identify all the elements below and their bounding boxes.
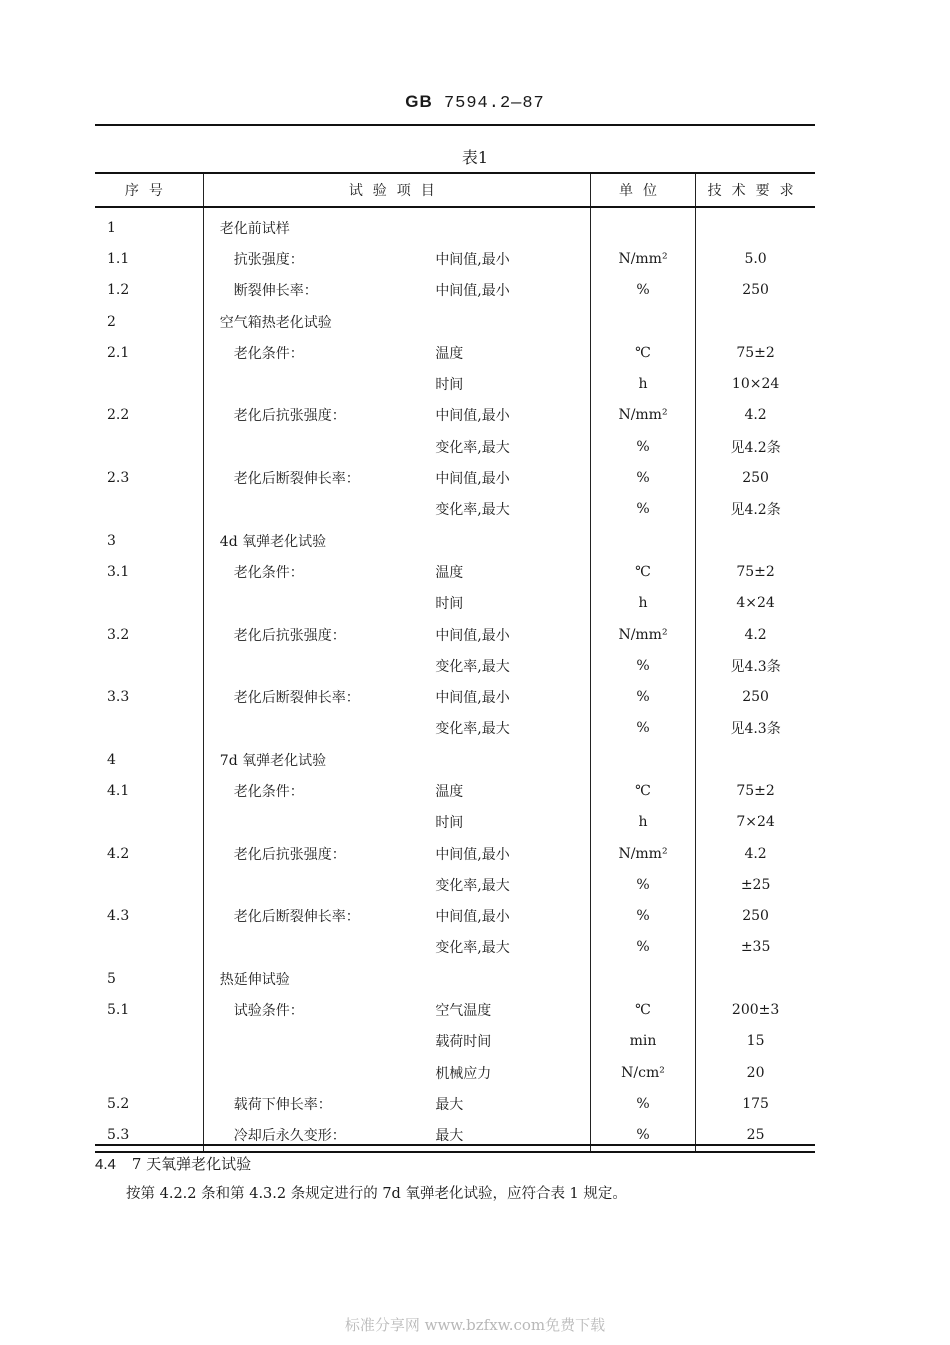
cell-seq: 2.3 (95, 462, 203, 493)
cell-requirement: 250 (742, 470, 769, 487)
table-row (95, 588, 815, 619)
cell-requirement: 见4.2条 (730, 502, 781, 519)
cell-unit: % (590, 462, 695, 493)
cell-unit: N/mm² (590, 400, 695, 431)
cell-seq: 4.2 (95, 838, 203, 869)
cell-condition: 中间值,最小 (419, 838, 590, 869)
cell-seq: 2.1 (95, 337, 203, 368)
cell-unit: min (590, 1026, 695, 1057)
cell-unit (590, 963, 695, 994)
cell-unit: h (590, 588, 695, 619)
table-row (95, 494, 815, 525)
cell-item: 空气箱热老化试验 (219, 314, 332, 331)
cell-requirement: 250 (742, 282, 769, 299)
cell-item (203, 713, 419, 744)
cell-unit: % (590, 869, 695, 900)
cell-requirement: 75±2 (736, 563, 775, 580)
spec-table (95, 172, 815, 1153)
cell-seq (95, 588, 203, 619)
cell-item: 老化条件： (233, 783, 304, 800)
cell-unit: % (590, 1088, 695, 1119)
table-row (95, 869, 815, 900)
cell-item (203, 869, 419, 900)
cell-requirement (696, 306, 815, 337)
cell-seq: 1.2 (95, 275, 203, 306)
cell-condition: 变化率,最大 (419, 494, 590, 525)
cell-seq (95, 368, 203, 399)
cell-seq (95, 494, 203, 525)
cell-seq: 3 (95, 525, 203, 556)
table-row (95, 650, 815, 681)
table-row (95, 207, 815, 243)
cell-seq (95, 431, 203, 462)
cell-unit: ℃ (590, 994, 695, 1025)
cell-seq (95, 932, 203, 963)
cell-condition: 变化率,最大 (419, 431, 590, 462)
cell-item: 热延伸试验 (219, 971, 290, 988)
table-row (95, 1026, 815, 1057)
table-row (95, 462, 815, 493)
cell-condition: 中间值,最小 (419, 901, 590, 932)
cell-requirement: 见4.3条 (730, 658, 781, 675)
cell-requirement (696, 744, 815, 775)
cell-requirement: ±35 (740, 939, 771, 956)
cell-seq: 5 (95, 963, 203, 994)
cell-unit: N/mm² (590, 838, 695, 869)
cell-requirement: 5.0 (744, 250, 767, 267)
table-bottom-rule (95, 1144, 815, 1146)
cell-unit: N/cm² (590, 1057, 695, 1088)
table-body (95, 207, 815, 1152)
table-row (95, 775, 815, 806)
cell-unit: % (590, 431, 695, 462)
cell-item: 载荷下伸长率： (233, 1096, 332, 1113)
cell-condition: 中间值,最小 (419, 243, 590, 274)
cell-item: 老化后断裂伸长率： (233, 909, 360, 926)
cell-requirement: 250 (742, 908, 769, 925)
cell-seq: 4.3 (95, 901, 203, 932)
table-row (95, 713, 815, 744)
cell-unit: % (590, 494, 695, 525)
cell-item: 老化后断裂伸长率： (233, 690, 360, 707)
table-row (95, 744, 815, 775)
cell-requirement: ±25 (740, 876, 771, 893)
table-row (95, 619, 815, 650)
table-row (95, 400, 815, 431)
cell-condition: 最大 (419, 1088, 590, 1119)
cell-seq: 2 (95, 306, 203, 337)
cell-item: 老化条件： (233, 345, 304, 362)
cell-unit: h (590, 368, 695, 399)
table-row (95, 1088, 815, 1119)
cell-item (203, 807, 419, 838)
cell-condition: 空气温度 (419, 994, 590, 1025)
table-row (95, 368, 815, 399)
cell-unit: % (590, 713, 695, 744)
cell-item: 试验条件： (233, 1003, 304, 1020)
cell-requirement (696, 525, 815, 556)
cell-unit: N/mm² (590, 619, 695, 650)
cell-requirement: 75±2 (736, 782, 775, 799)
cell-requirement: 10×24 (731, 376, 780, 393)
cell-item: 抗张强度： (233, 251, 304, 268)
cell-seq: 1 (95, 207, 203, 243)
cell-item: 7d 氧弹老化试验 (219, 752, 327, 769)
cell-item (203, 494, 419, 525)
cell-condition: 载荷时间 (419, 1026, 590, 1057)
cell-requirement: 75±2 (736, 344, 775, 361)
cell-condition: 时间 (419, 807, 590, 838)
cell-unit (590, 744, 695, 775)
cell-unit: N/mm² (590, 243, 695, 274)
cell-seq (95, 650, 203, 681)
cell-unit: ℃ (590, 337, 695, 368)
cell-condition (419, 306, 590, 337)
cell-unit: % (590, 275, 695, 306)
cell-unit: h (590, 807, 695, 838)
cell-requirement (696, 207, 815, 243)
cell-unit: % (590, 932, 695, 963)
cell-item: 断裂伸长率： (233, 283, 318, 300)
cell-seq: 3.2 (95, 619, 203, 650)
cell-requirement: 200±3 (731, 1002, 780, 1019)
cell-seq (95, 1057, 203, 1088)
cell-condition: 中间值,最小 (419, 400, 590, 431)
cell-unit: ℃ (590, 775, 695, 806)
standard-prefix: GB (405, 92, 433, 111)
cell-seq: 3.3 (95, 681, 203, 712)
cell-unit (590, 207, 695, 243)
table-row (95, 807, 815, 838)
table-caption: 表1 (461, 148, 489, 167)
cell-condition: 变化率,最大 (419, 869, 590, 900)
table-row (95, 932, 815, 963)
table-row (95, 963, 815, 994)
cell-requirement: 25 (696, 1120, 815, 1152)
cell-unit: % (590, 650, 695, 681)
cell-item: 老化后抗张强度： (233, 408, 346, 425)
cell-requirement: 250 (742, 689, 769, 706)
watermark-footer: 标准分享网 www.bzfxw.com免费下载 (344, 1316, 606, 1334)
cell-item: 老化后断裂伸长率： (233, 471, 360, 488)
cell-condition: 变化率,最大 (419, 713, 590, 744)
cell-condition: 最大 (419, 1120, 590, 1152)
cell-requirement: 15 (746, 1033, 765, 1050)
cell-condition (419, 525, 590, 556)
cell-item: 老化前试样 (219, 220, 290, 237)
cell-requirement: 175 (742, 1095, 769, 1112)
cell-item: 老化条件： (233, 564, 304, 581)
table-row (95, 1057, 815, 1088)
cell-item: 老化后抗张强度： (233, 846, 346, 863)
cell-seq: 2.2 (95, 400, 203, 431)
cell-seq (95, 869, 203, 900)
cell-unit: % (590, 901, 695, 932)
table-row (95, 431, 815, 462)
table-row (95, 1120, 815, 1152)
section-heading (95, 1153, 251, 1174)
section-number: 4.4 (95, 1156, 116, 1173)
cell-condition (419, 744, 590, 775)
cell-seq: 3.1 (95, 556, 203, 587)
cell-requirement: 见4.2条 (730, 439, 781, 456)
cell-requirement: 4.2 (744, 407, 767, 424)
section-paragraph: 按第 4.2.2 条和第 4.3.2 条规定进行的 7d 氧弹老化试验，应符合表 1 规定。 (126, 1186, 627, 1202)
cell-condition: 温度 (419, 775, 590, 806)
section-title: 7 天氧弹老化试验 (131, 1155, 252, 1173)
cell-unit: % (590, 1120, 695, 1152)
cell-condition (419, 963, 590, 994)
cell-condition (419, 207, 590, 243)
header-unit: 单位 (590, 173, 695, 207)
table-row (95, 243, 815, 274)
table-row (95, 337, 815, 368)
cell-condition: 中间值,最小 (419, 681, 590, 712)
cell-seq (95, 807, 203, 838)
header-item: 试验项目 (203, 173, 590, 207)
cell-condition: 变化率,最大 (419, 650, 590, 681)
cell-condition: 温度 (419, 337, 590, 368)
cell-unit: ℃ (590, 556, 695, 587)
cell-unit (590, 306, 695, 337)
cell-item (203, 431, 419, 462)
table-row (95, 275, 815, 306)
cell-seq (95, 713, 203, 744)
cell-item: 老化后抗张强度： (233, 627, 346, 644)
cell-requirement: 4×24 (736, 595, 775, 612)
cell-item (203, 650, 419, 681)
cell-requirement: 4.2 (744, 845, 767, 862)
table-row (95, 306, 815, 337)
header-rule (95, 124, 815, 126)
cell-requirement (696, 963, 815, 994)
cell-item (203, 1057, 419, 1088)
cell-condition: 机械应力 (419, 1057, 590, 1088)
cell-item: 冷却后永久变形： (203, 1120, 419, 1152)
cell-condition: 中间值,最小 (419, 619, 590, 650)
cell-item (203, 368, 419, 399)
cell-seq (95, 1026, 203, 1057)
cell-seq: 5.2 (95, 1088, 203, 1119)
header-req: 技术要求 (696, 173, 815, 207)
cell-condition: 中间值,最小 (419, 275, 590, 306)
cell-item: 4d 氧弹老化试验 (219, 533, 327, 550)
cell-seq: 5.1 (95, 994, 203, 1025)
cell-seq: 1.1 (95, 243, 203, 274)
table-row (95, 525, 815, 556)
cell-condition: 温度 (419, 556, 590, 587)
table-header-row (95, 173, 815, 207)
cell-requirement: 4.2 (744, 626, 767, 643)
cell-condition: 时间 (419, 368, 590, 399)
cell-condition: 变化率,最大 (419, 932, 590, 963)
cell-seq: 4 (95, 744, 203, 775)
cell-unit: % (590, 681, 695, 712)
standard-code: 7594.2—87 (443, 94, 545, 113)
cell-condition: 时间 (419, 588, 590, 619)
cell-seq: 4.1 (95, 775, 203, 806)
table-row (95, 994, 815, 1025)
page-header (0, 92, 950, 113)
table-row (95, 901, 815, 932)
table-row (95, 838, 815, 869)
cell-item (203, 588, 419, 619)
cell-condition: 中间值,最小 (419, 462, 590, 493)
table-row (95, 556, 815, 587)
table-row (95, 681, 815, 712)
cell-unit (590, 525, 695, 556)
cell-seq: 5.3 (95, 1120, 203, 1152)
header-seq: 序号 (95, 173, 203, 207)
cell-requirement: 7×24 (736, 814, 775, 831)
cell-item (203, 932, 419, 963)
cell-requirement: 见4.3条 (730, 721, 781, 738)
cell-requirement: 20 (746, 1064, 765, 1081)
cell-item (203, 1026, 419, 1057)
